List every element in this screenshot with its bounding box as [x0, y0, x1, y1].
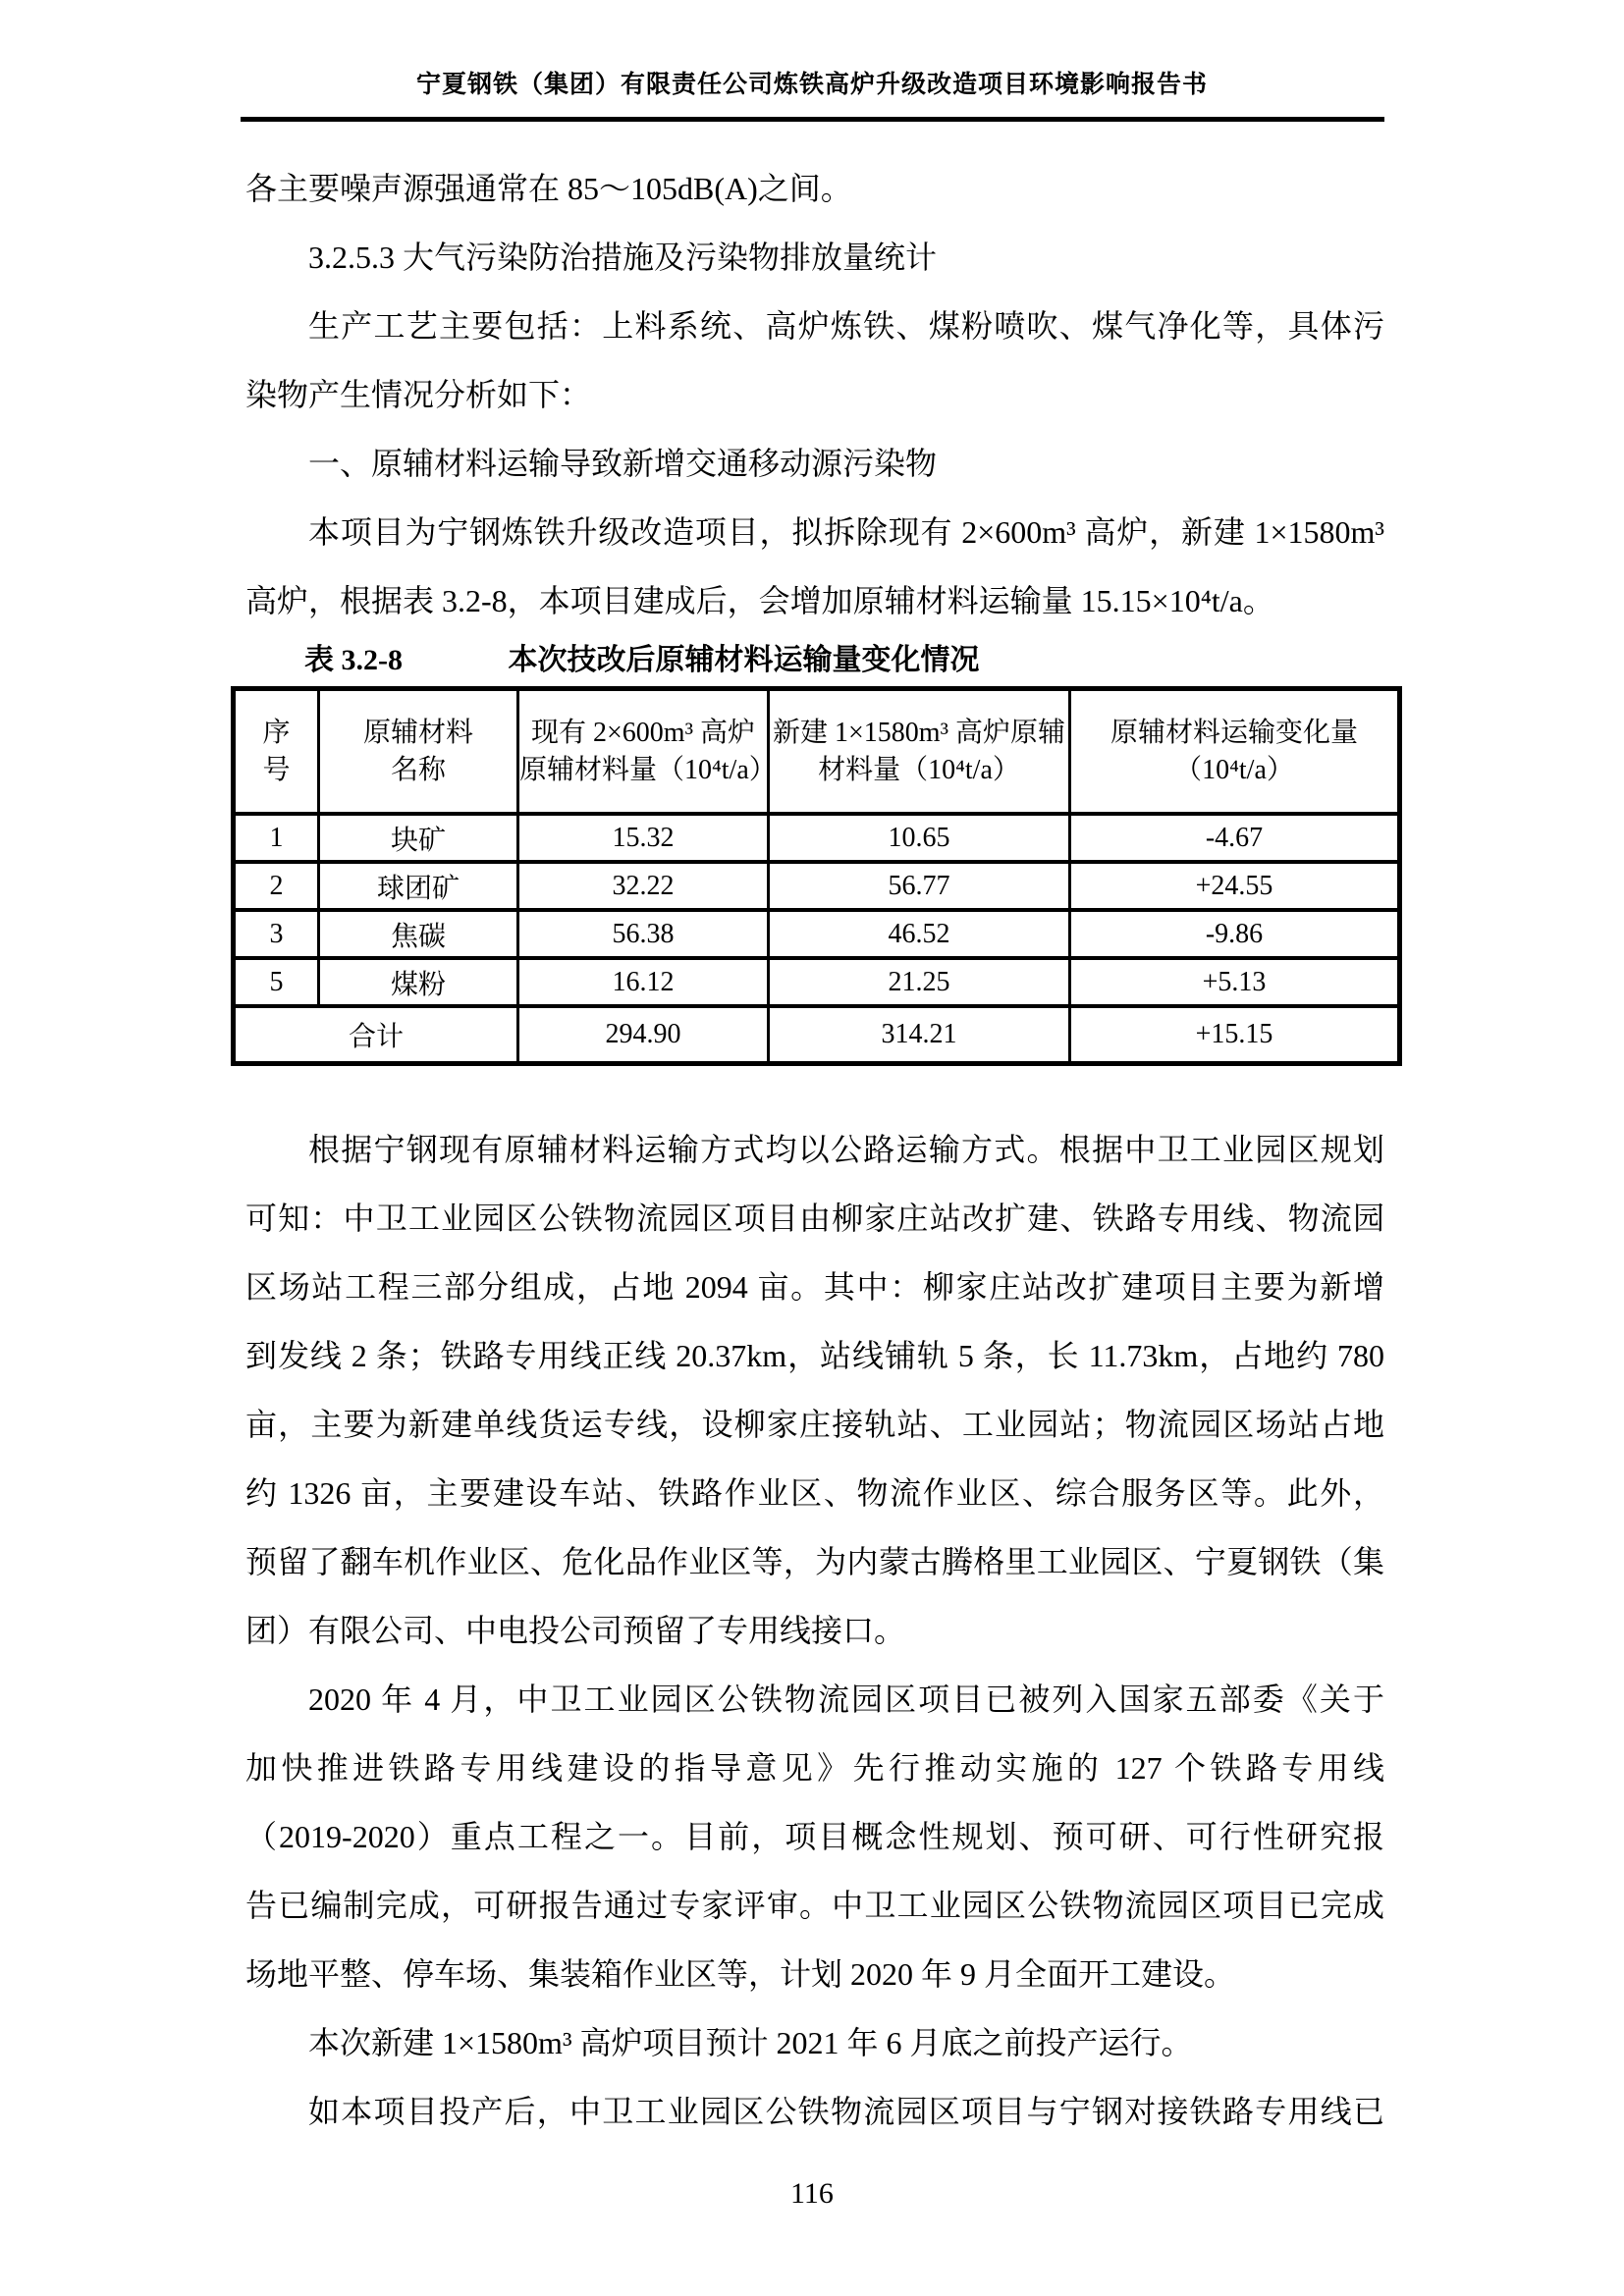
- body-line: 2020 年 4 月，中卫工业园区公铁物流园区项目已被列入国家五部委《关于: [308, 1682, 1384, 1717]
- table-cell: 46.52: [769, 910, 1070, 958]
- table-cell: 294.90: [518, 1006, 769, 1064]
- table-cell: 5: [234, 958, 319, 1006]
- page-number: 116: [790, 2177, 834, 2210]
- body-line: 可知：中卫工业园区公铁物流园区项目由柳家庄站改扩建、铁路专用线、物流园: [245, 1201, 1384, 1236]
- table-cell: -9.86: [1070, 910, 1400, 958]
- body-line: 约 1326 亩，主要建设车站、铁路作业区、物流作业区、综合服务区等。此外，: [245, 1475, 1384, 1511]
- body-line: 染物产生情况分析如下：: [245, 377, 592, 412]
- document-header: [0, 0, 1624, 122]
- body-line: 区场站工程三部分组成，占地 2094 亩。其中：柳家庄站改扩建项目主要为新增: [245, 1269, 1384, 1305]
- spacer: [245, 1066, 1384, 1115]
- table-cell: 56.77: [769, 862, 1070, 910]
- body-line: （2019-2020）重点工程之一。目前，项目概念性规划、预可研、可行性研究报: [245, 1819, 1384, 1854]
- table-row: [234, 862, 1400, 910]
- table-caption-title: 本次技改后原辅材料运输量变化情况: [508, 644, 980, 676]
- table-cell: 314.21: [769, 1006, 1070, 1064]
- total-label-cell: 合计: [234, 1006, 518, 1064]
- table-cell: 15.32: [518, 814, 769, 862]
- table-cell: 16.12: [518, 958, 769, 1006]
- table-cell: 煤粉: [319, 958, 518, 1006]
- header-rule: [241, 117, 1384, 122]
- table-cell: 56.38: [518, 910, 769, 958]
- column-header: 原辅材料运输变化量（10⁴t/a）: [1070, 689, 1400, 815]
- table-cell: 21.25: [769, 958, 1070, 1006]
- body-line: 预留了翻车机作业区、危化品作业区等，为内蒙古腾格里工业园区、宁夏钢铁（集: [245, 1544, 1384, 1579]
- table-row: [234, 958, 1400, 1006]
- page-content: [245, 154, 1384, 2146]
- body-line: 生产工艺主要包括：上料系统、高炉炼铁、煤粉喷吹、煤气净化等，具体污: [308, 308, 1384, 344]
- table-caption-label: 表 3.2-8: [304, 644, 403, 676]
- table-row: [234, 814, 1400, 862]
- table-cell: -4.67: [1070, 814, 1400, 862]
- table-cell: 球团矿: [319, 862, 518, 910]
- table-cell: 焦碳: [319, 910, 518, 958]
- column-header: 原辅材料名称: [319, 689, 518, 815]
- section-heading: 3.2.5.3 大气污染防治措施及污染物排放量统计: [308, 240, 938, 275]
- body-line: 各主要噪声源强通常在 85～105dB(A)之间。: [245, 171, 852, 206]
- table-cell: 块矿: [319, 814, 518, 862]
- body-line: 本次新建 1×1580m³ 高炉项目预计 2021 年 6 月底之前投产运行。: [308, 2025, 1193, 2060]
- body-line: 根据宁钢现有原辅材料运输方式均以公路运输方式。根据中卫工业园区规划: [308, 1132, 1384, 1167]
- body-line: 本项目为宁钢炼铁升级改造项目，拟拆除现有 2×600m³ 高炉，新建 1×1580m³: [308, 514, 1384, 550]
- table-cell: +24.55: [1070, 862, 1400, 910]
- body-line: 到发线 2 条；铁路专用线正线 20.37km，站线铺轨 5 条，长 11.73km，占地约 780: [245, 1338, 1384, 1373]
- table-header-row: [234, 689, 1400, 815]
- table-cell: 3: [234, 910, 319, 958]
- table-caption: [245, 635, 1384, 686]
- body-line: 亩，主要为新建单线货运专线，设柳家庄接轨站、工业园站；物流园区场站占地: [245, 1407, 1384, 1442]
- table-cell: 32.22: [518, 862, 769, 910]
- table-total-row: [234, 1006, 1400, 1064]
- column-header: 新建 1×1580m³ 高炉原辅材料量（10⁴t/a）: [769, 689, 1070, 815]
- body-line: 如本项目投产后，中卫工业园区公铁物流园区项目与宁钢对接铁路专用线已: [308, 2094, 1384, 2129]
- materials-table: [231, 686, 1402, 1066]
- table-cell: +15.15: [1070, 1006, 1400, 1064]
- body-line: 高炉，根据表 3.2-8，本项目建成后，会增加原辅材料运输量 15.15×10⁴t/a。: [245, 583, 1274, 618]
- header-title: 宁夏钢铁（集团）有限责任公司炼铁高炉升级改造项目环境影响报告书: [415, 72, 1208, 98]
- table-cell: +5.13: [1070, 958, 1400, 1006]
- table-cell: 2: [234, 862, 319, 910]
- column-header: 现有 2×600m³ 高炉原辅材料量（10⁴t/a）: [518, 689, 769, 815]
- table-cell: 1: [234, 814, 319, 862]
- body-line: 一、原辅材料运输导致新增交通移动源污染物: [308, 446, 938, 481]
- table-cell: 10.65: [769, 814, 1070, 862]
- table-row: [234, 910, 1400, 958]
- body-line: 告已编制完成，可研报告通过专家评审。中卫工业园区公铁物流园区项目已完成: [245, 1888, 1384, 1923]
- body-line: 场地平整、停车场、集装箱作业区等，计划 2020 年 9 月全面开工建设。: [245, 1956, 1236, 1992]
- column-header: 序号: [234, 689, 319, 815]
- body-line: 加快推进铁路专用线建设的指导意见》先行推动实施的 127 个铁路专用线: [245, 1750, 1384, 1786]
- body-line: 团）有限公司、中电投公司预留了专用线接口。: [245, 1613, 906, 1648]
